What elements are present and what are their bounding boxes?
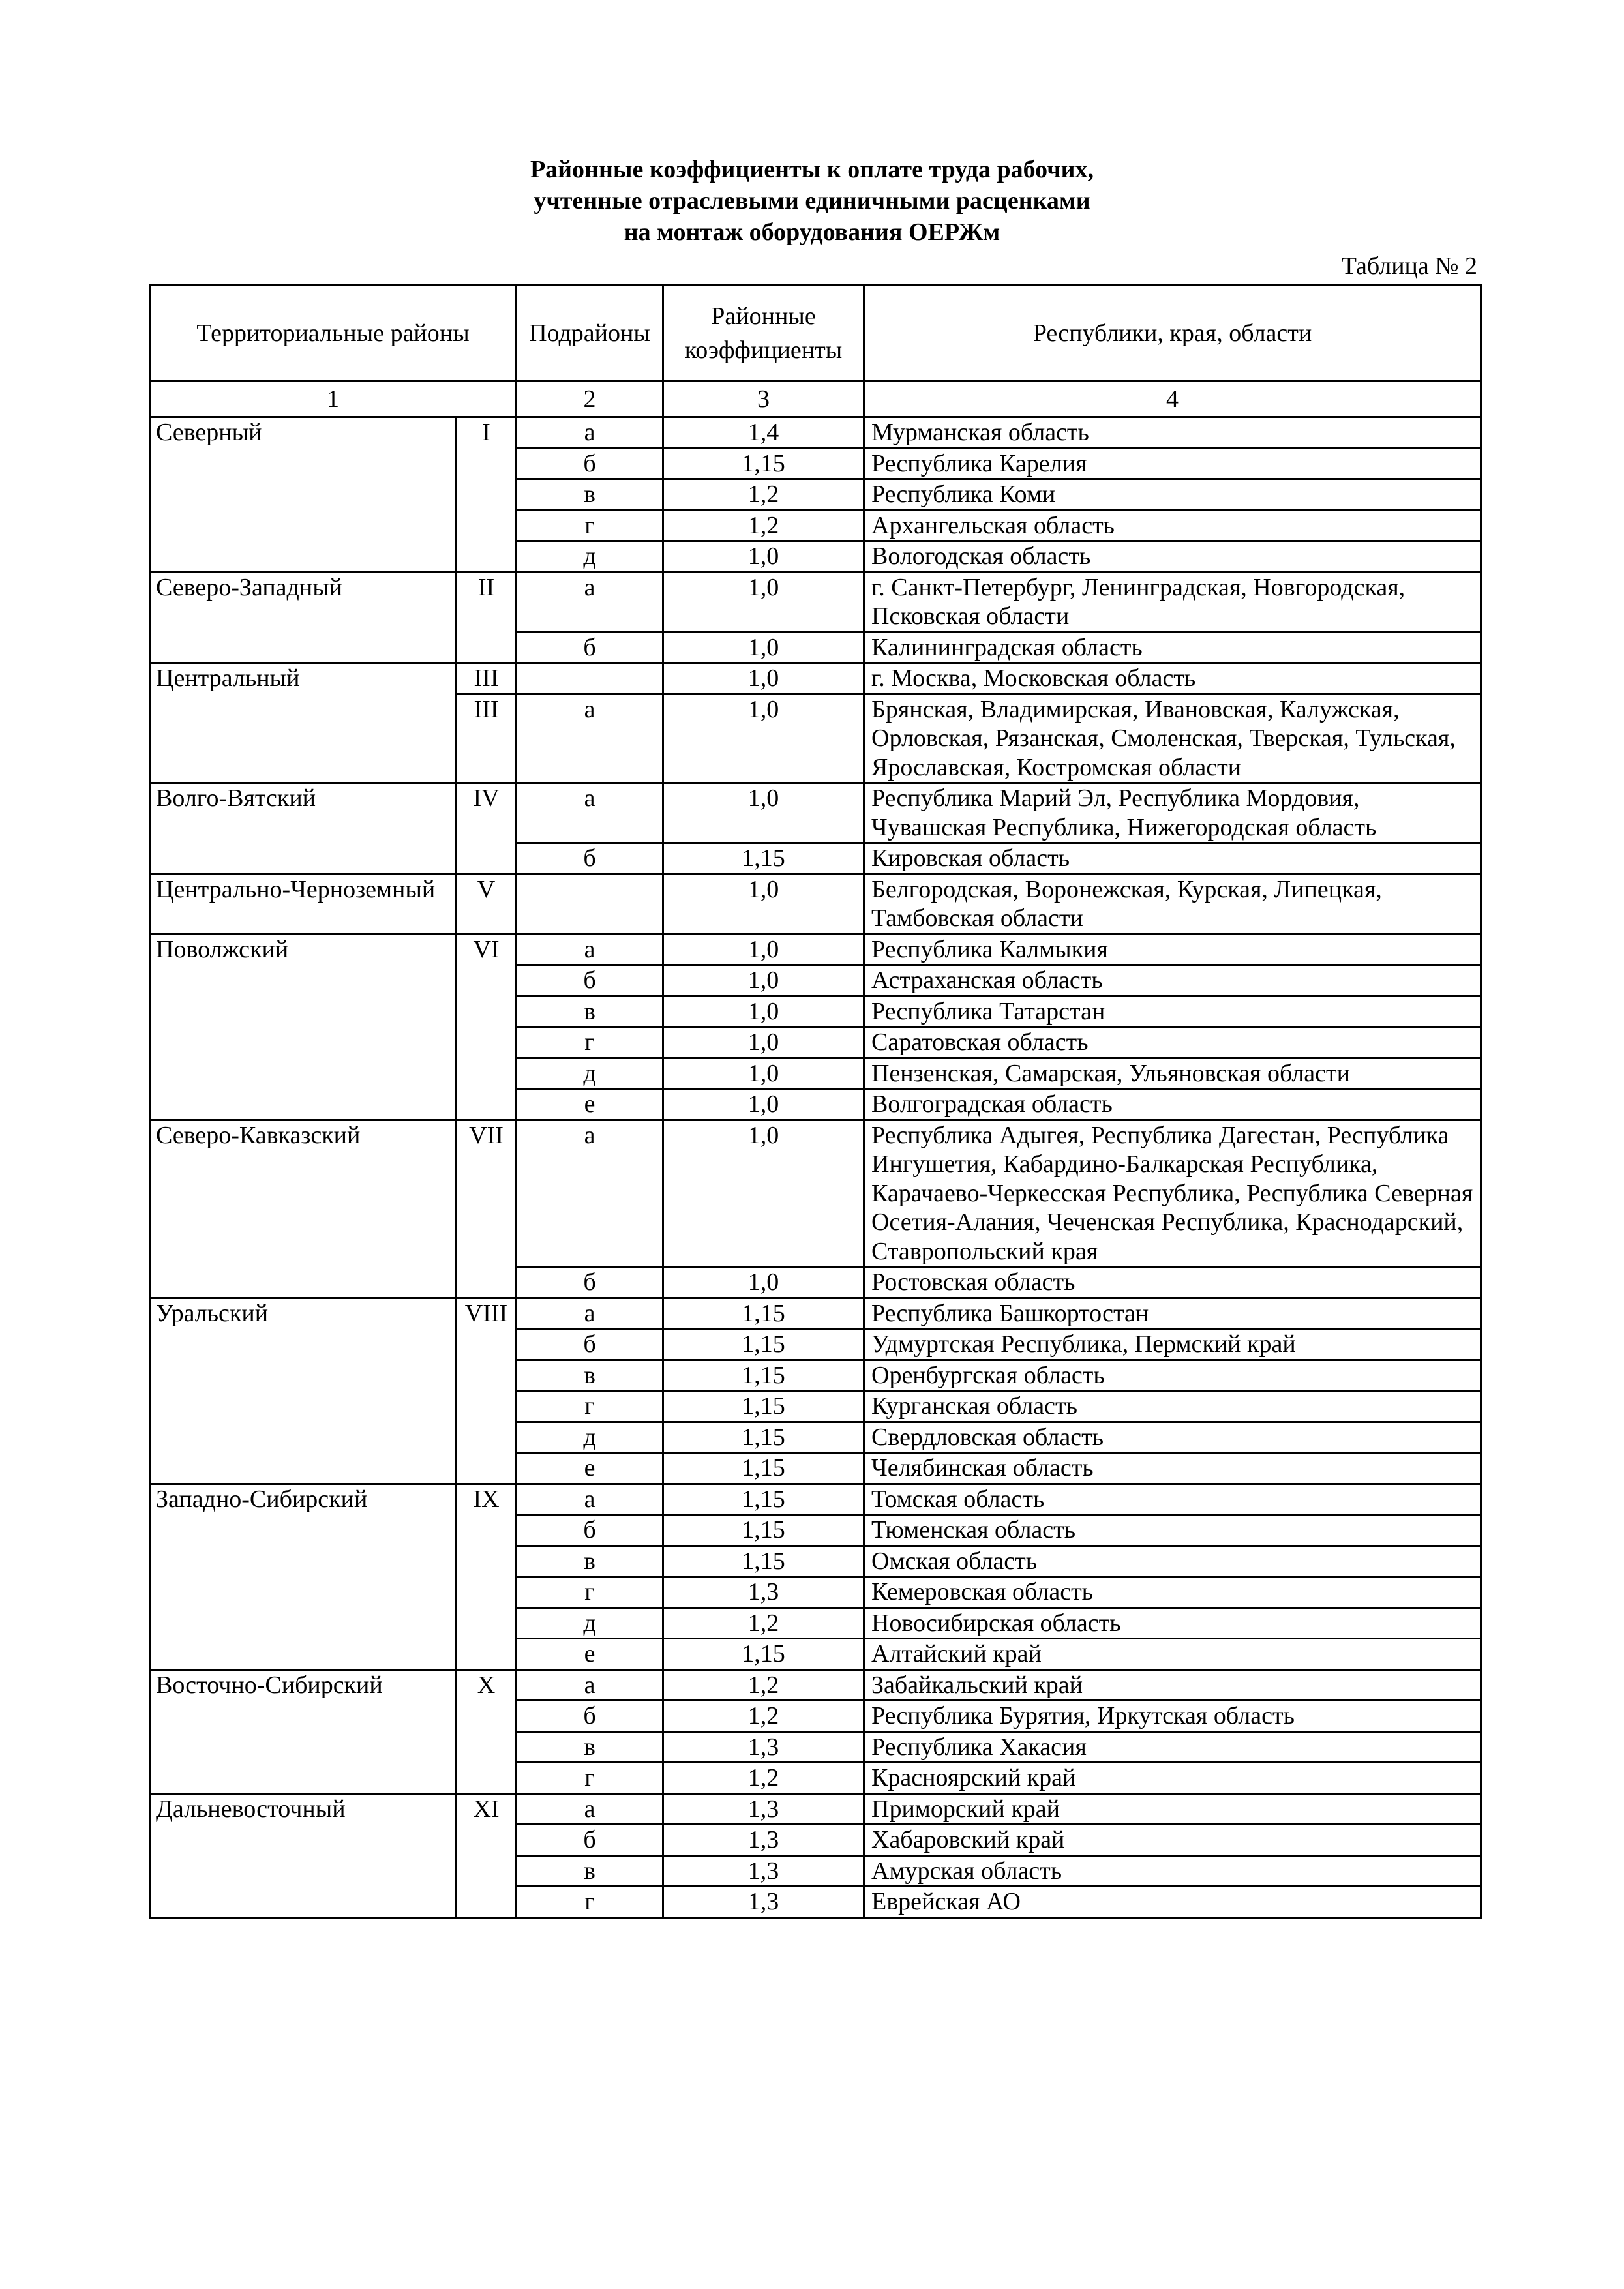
- column-number: 3: [663, 382, 864, 417]
- regions-cell: Брянская, Владимирская, Ивановская, Калужская, Орловская, Рязанская, Смоленская, Тверская, Тульская, Ярославская, Костромская области: [864, 694, 1481, 783]
- subdistrict-cell: г: [517, 1027, 663, 1058]
- regions-cell: Вологодская область: [864, 541, 1481, 573]
- regions-cell: Амурская область: [864, 1855, 1481, 1887]
- subdistrict-cell: б: [517, 1267, 663, 1298]
- subdistrict-cell: а: [517, 934, 663, 965]
- subdistrict-cell: б: [517, 843, 663, 875]
- coefficient-cell: 1,0: [663, 663, 864, 695]
- coefficient-cell: 1,15: [663, 1360, 864, 1391]
- subdistrict-cell: б: [517, 448, 663, 479]
- subdistrict-cell: б: [517, 1701, 663, 1732]
- regions-cell: г. Санкт-Петербург, Ленинградская, Новгородская, Псковская области: [864, 572, 1481, 632]
- coefficients-table: [149, 284, 1482, 1919]
- regions-cell: Мурманская область: [864, 417, 1481, 449]
- column-number: 4: [864, 382, 1481, 417]
- district-number: V: [457, 874, 517, 934]
- subdistrict-cell: в: [517, 1360, 663, 1391]
- table-row: [150, 1120, 1481, 1267]
- subdistrict-cell: д: [517, 1058, 663, 1089]
- subdistrict-cell: в: [517, 1731, 663, 1763]
- coefficient-cell: 1,15: [663, 1639, 864, 1670]
- subdistrict-cell: [517, 874, 663, 934]
- coefficient-cell: 1,2: [663, 510, 864, 541]
- district-name: Центрально-Черноземный: [150, 874, 457, 934]
- coefficient-cell: 1,0: [663, 1089, 864, 1120]
- regions-cell: Саратовская область: [864, 1027, 1481, 1058]
- regions-cell: Оренбургская область: [864, 1360, 1481, 1391]
- regions-cell: Волгоградская область: [864, 1089, 1481, 1120]
- table-body: [150, 417, 1481, 1918]
- coefficient-cell: 1,15: [663, 1546, 864, 1577]
- coefficient-cell: 1,0: [663, 694, 864, 783]
- regions-cell: Курганская область: [864, 1391, 1481, 1422]
- regions-cell: Еврейская АО: [864, 1887, 1481, 1918]
- coefficient-cell: 1,3: [663, 1825, 864, 1856]
- regions-cell: Республика Башкортостан: [864, 1298, 1481, 1329]
- coefficient-cell: 1,0: [663, 1058, 864, 1089]
- column-number: 2: [517, 382, 663, 417]
- subdistrict-cell: д: [517, 541, 663, 573]
- coefficient-cell: 1,0: [663, 996, 864, 1027]
- district-number: III: [457, 663, 517, 695]
- district-number: I: [457, 417, 517, 573]
- coefficient-cell: 1,0: [663, 874, 864, 934]
- coefficient-cell: 1,0: [663, 783, 864, 843]
- regions-cell: Калининградская область: [864, 632, 1481, 663]
- regions-cell: Республика Татарстан: [864, 996, 1481, 1027]
- title-line: Районные коэффициенты к оплате труда рабочих,: [530, 156, 1094, 183]
- coefficient-cell: 1,0: [663, 541, 864, 573]
- district-number: VII: [457, 1120, 517, 1298]
- coefficient-cell: 1,15: [663, 1484, 864, 1515]
- subdistrict-cell: в: [517, 1855, 663, 1887]
- coefficient-cell: 1,3: [663, 1855, 864, 1887]
- regions-cell: Пензенская, Самарская, Ульяновская области: [864, 1058, 1481, 1089]
- coefficient-cell: 1,15: [663, 1453, 864, 1484]
- coefficient-cell: 1,3: [663, 1577, 864, 1608]
- regions-cell: Омская область: [864, 1546, 1481, 1577]
- coefficient-cell: 1,15: [663, 1329, 864, 1360]
- header-regions: Республики, края, области: [864, 286, 1481, 382]
- subdistrict-cell: б: [517, 965, 663, 996]
- header-subdistrict: Подрайоны: [517, 286, 663, 382]
- table-row: [150, 1298, 1481, 1329]
- regions-cell: Удмуртская Республика, Пермский край: [864, 1329, 1481, 1360]
- subdistrict-cell: е: [517, 1453, 663, 1484]
- coefficient-cell: 1,2: [663, 1701, 864, 1732]
- title-line: на монтаж оборудования ОЕРЖм: [624, 218, 1000, 246]
- coefficient-cell: 1,15: [663, 1515, 864, 1546]
- regions-cell: Архангельская область: [864, 510, 1481, 541]
- district-name: Северо-Кавказский: [150, 1120, 457, 1298]
- district-number: X: [457, 1669, 517, 1793]
- regions-cell: Республика Хакасия: [864, 1731, 1481, 1763]
- regions-cell: Кемеровская область: [864, 1577, 1481, 1608]
- district-number: III: [457, 694, 517, 783]
- subdistrict-cell: а: [517, 1669, 663, 1701]
- table-row: [150, 1669, 1481, 1701]
- regions-cell: Республика Карелия: [864, 448, 1481, 479]
- regions-cell: Тюменская область: [864, 1515, 1481, 1546]
- coefficient-cell: 1,15: [663, 1391, 864, 1422]
- regions-cell: Новосибирская область: [864, 1608, 1481, 1639]
- regions-cell: Кировская область: [864, 843, 1481, 875]
- coefficient-cell: 1,15: [663, 843, 864, 875]
- regions-cell: Республика Адыгея, Республика Дагестан, Республика Ингушетия, Кабардино-Балкарская Республика, Карачаево-Черкесская Республика, Республика Северная Осетия-Алания, Чеченская Республика, Краснодарский, Ставропольский края: [864, 1120, 1481, 1267]
- header-district: Территориальные районы: [150, 286, 517, 382]
- subdistrict-cell: [517, 663, 663, 695]
- coefficient-cell: 1,0: [663, 934, 864, 965]
- coefficient-cell: 1,3: [663, 1731, 864, 1763]
- subdistrict-cell: а: [517, 1120, 663, 1267]
- regions-cell: Забайкальский край: [864, 1669, 1481, 1701]
- subdistrict-cell: а: [517, 694, 663, 783]
- subdistrict-cell: б: [517, 1515, 663, 1546]
- subdistrict-cell: д: [517, 1422, 663, 1453]
- column-numbers-row: [150, 382, 1481, 417]
- table-row: [150, 417, 1481, 449]
- district-number: II: [457, 572, 517, 663]
- district-name: Восточно-Сибирский: [150, 1669, 457, 1793]
- district-name: Северо-Западный: [150, 572, 457, 663]
- subdistrict-cell: а: [517, 572, 663, 632]
- regions-cell: Республика Калмыкия: [864, 934, 1481, 965]
- table-row: [150, 934, 1481, 965]
- table-row: [150, 874, 1481, 934]
- subdistrict-cell: г: [517, 1577, 663, 1608]
- subdistrict-cell: д: [517, 1608, 663, 1639]
- district-name: Дальневосточный: [150, 1793, 457, 1917]
- regions-cell: Красноярский край: [864, 1763, 1481, 1794]
- table-row: [150, 1793, 1481, 1825]
- district-name: Уральский: [150, 1298, 457, 1484]
- title-line: учтенные отраслевыми единичными расценками: [534, 187, 1090, 215]
- regions-cell: Свердловская область: [864, 1422, 1481, 1453]
- district-number: IX: [457, 1484, 517, 1669]
- subdistrict-cell: г: [517, 1391, 663, 1422]
- subdistrict-cell: а: [517, 1298, 663, 1329]
- table-row: [150, 572, 1481, 632]
- coefficient-cell: 1,15: [663, 1298, 864, 1329]
- subdistrict-cell: в: [517, 479, 663, 511]
- coefficient-cell: 1,0: [663, 1267, 864, 1298]
- subdistrict-cell: а: [517, 1793, 663, 1825]
- document-title: [0, 154, 1624, 248]
- coefficient-cell: 1,2: [663, 1608, 864, 1639]
- regions-cell: Республика Бурятия, Иркутская область: [864, 1701, 1481, 1732]
- coefficient-cell: 1,3: [663, 1793, 864, 1825]
- coefficient-cell: 1,0: [663, 632, 864, 663]
- subdistrict-cell: г: [517, 510, 663, 541]
- subdistrict-cell: а: [517, 417, 663, 449]
- coefficient-cell: 1,4: [663, 417, 864, 449]
- subdistrict-cell: г: [517, 1763, 663, 1794]
- regions-cell: Астраханская область: [864, 965, 1481, 996]
- subdistrict-cell: г: [517, 1887, 663, 1918]
- district-name: Волго-Вятский: [150, 783, 457, 875]
- regions-cell: Ростовская область: [864, 1267, 1481, 1298]
- header-row: [150, 286, 1481, 382]
- coefficient-cell: 1,2: [663, 1669, 864, 1701]
- subdistrict-cell: а: [517, 783, 663, 843]
- subdistrict-cell: е: [517, 1089, 663, 1120]
- district-name: Поволжский: [150, 934, 457, 1120]
- subdistrict-cell: в: [517, 996, 663, 1027]
- subdistrict-cell: е: [517, 1639, 663, 1670]
- regions-cell: Белгородская, Воронежская, Курская, Липецкая, Тамбовская области: [864, 874, 1481, 934]
- table-row: [150, 663, 1481, 695]
- subdistrict-cell: б: [517, 632, 663, 663]
- regions-cell: Хабаровский край: [864, 1825, 1481, 1856]
- district-number: XI: [457, 1793, 517, 1917]
- column-number: 1: [150, 382, 517, 417]
- district-name: Западно-Сибирский: [150, 1484, 457, 1669]
- coefficient-cell: 1,15: [663, 1422, 864, 1453]
- district-number: VIII: [457, 1298, 517, 1484]
- subdistrict-cell: а: [517, 1484, 663, 1515]
- regions-cell: Челябинская область: [864, 1453, 1481, 1484]
- coefficient-cell: 1,15: [663, 448, 864, 479]
- coefficient-cell: 1,3: [663, 1887, 864, 1918]
- regions-cell: Республика Марий Эл, Республика Мордовия, Чувашская Республика, Нижегородская область: [864, 783, 1481, 843]
- coefficient-cell: 1,2: [663, 1763, 864, 1794]
- regions-cell: Томская область: [864, 1484, 1481, 1515]
- coefficient-cell: 1,2: [663, 479, 864, 511]
- coefficient-cell: 1,0: [663, 572, 864, 632]
- header-coefficient: Районные коэффициенты: [663, 286, 864, 382]
- district-name: Северный: [150, 417, 457, 573]
- regions-cell: Приморский край: [864, 1793, 1481, 1825]
- coefficient-cell: 1,0: [663, 1120, 864, 1267]
- table-row: [150, 1484, 1481, 1515]
- regions-cell: Республика Коми: [864, 479, 1481, 511]
- regions-cell: г. Москва, Московская область: [864, 663, 1481, 695]
- table-number: Таблица № 2: [1341, 252, 1477, 280]
- regions-cell: Алтайский край: [864, 1639, 1481, 1670]
- district-name: Центральный: [150, 663, 457, 783]
- subdistrict-cell: в: [517, 1546, 663, 1577]
- subdistrict-cell: б: [517, 1825, 663, 1856]
- subdistrict-cell: б: [517, 1329, 663, 1360]
- table-row: [150, 783, 1481, 843]
- district-number: IV: [457, 783, 517, 875]
- district-number: VI: [457, 934, 517, 1120]
- coefficient-cell: 1,0: [663, 965, 864, 996]
- coefficient-cell: 1,0: [663, 1027, 864, 1058]
